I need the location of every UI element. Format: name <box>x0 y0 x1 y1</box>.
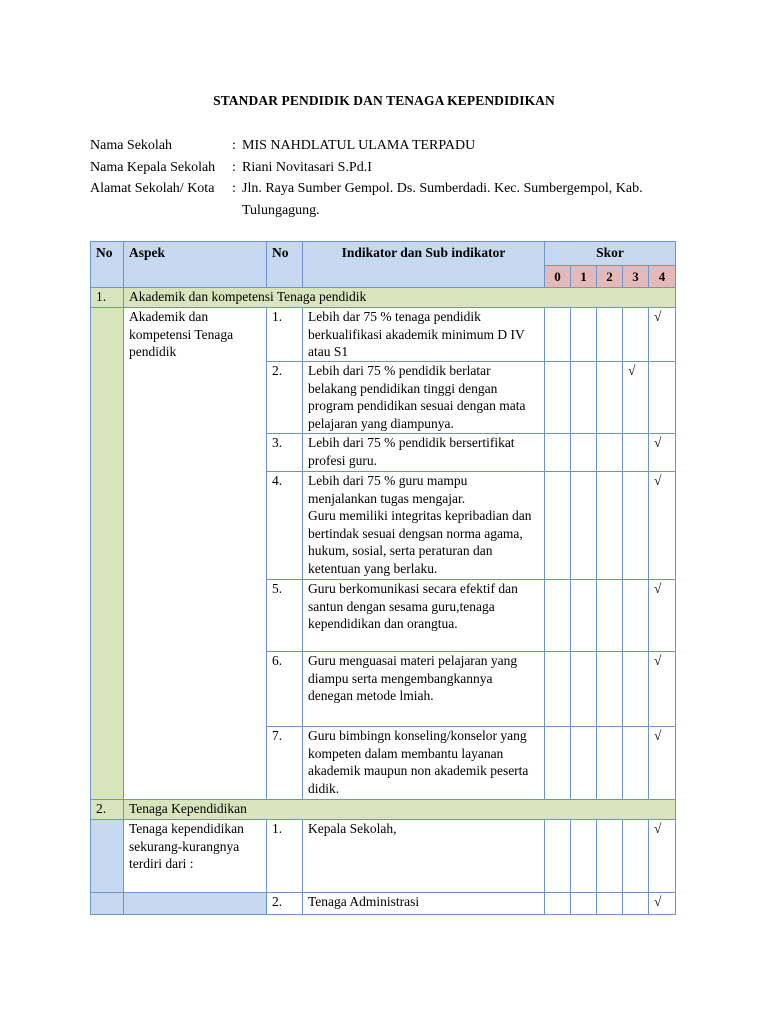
score-cell <box>571 820 597 893</box>
score-cell <box>623 472 649 580</box>
score-cell <box>623 820 649 893</box>
score-cell <box>545 434 571 472</box>
section-number-cell <box>91 308 124 800</box>
school-name-colon: : <box>232 138 236 153</box>
address-value: Jln. Raya Sumber Gempol. Ds. Sumberdadi. Kec. Sumbergempol, Kab. Tulungagung. <box>242 181 643 218</box>
header-indikator: Indikator dan Sub indikator <box>303 242 545 288</box>
aspect-cell: Tenaga kependidikan sekurang-kurangnya terdiri dari : <box>124 820 267 893</box>
score-cell <box>545 652 571 727</box>
headmaster-value: Riani Novitasari S.Pd.I <box>242 159 372 175</box>
section-row <box>91 288 676 308</box>
item-text-cell <box>303 472 545 580</box>
score-cell <box>623 893 649 915</box>
check-mark: √ <box>649 652 676 727</box>
address-colon: : <box>232 181 236 196</box>
check-mark: √ <box>649 893 676 915</box>
check-mark: √ <box>649 472 676 580</box>
score-cell <box>597 308 623 362</box>
aspect-cell: Akademik dan kompetensi Tenaga pendidik <box>124 308 267 800</box>
header-no: No <box>91 242 124 288</box>
score-cell <box>571 727 597 800</box>
headmaster-label: Nama Kepala Sekolah <box>90 159 216 175</box>
score-cell <box>623 308 649 362</box>
item-number: 6. <box>267 652 303 727</box>
headmaster-colon: : <box>232 159 236 175</box>
item-text: Guru menguasai materi pelajaran yang diampu serta mengembangkannya denegan metode lmiah. <box>303 652 545 727</box>
header-aspek: Aspek <box>124 242 267 288</box>
check-mark: √ <box>649 820 676 893</box>
item-text: Guru bimbingn konseling/konselor yang kompeten dalam membantu layanan akademik maupun non akademik peserta didik. <box>303 727 545 800</box>
item-number: 7. <box>267 727 303 800</box>
score-cell <box>623 434 649 472</box>
school-name-label: Nama Sekolah <box>90 138 173 153</box>
item-text: Lebih dar 75 % tenaga pendidik berkualifikasi akademik minimum D IV atau S1 <box>303 308 545 362</box>
check-mark: √ <box>649 434 676 472</box>
item-number: 1. <box>267 308 303 362</box>
score-cell <box>571 362 597 434</box>
score-cell <box>597 652 623 727</box>
item-text: Lebih dari 75 % guru mampu menjalankan tugas mengajar. <box>308 473 468 506</box>
skor-level-2: 2 <box>597 266 623 288</box>
header-skor: Skor <box>545 242 676 266</box>
score-cell <box>597 820 623 893</box>
section-title: Tenaga Kependidikan <box>124 800 676 820</box>
score-cell <box>545 727 571 800</box>
item-text-continued: Guru memiliki integritas kepribadian dan bertindak sesuai dengsan norma agama, hukum, sosial, serta peraturan dan ketentuan yang berlaku. <box>308 508 532 576</box>
item-text: Tenaga Administrasi <box>303 893 545 915</box>
item-number: 4. <box>267 472 303 580</box>
standards-table <box>90 241 676 915</box>
score-cell <box>545 308 571 362</box>
score-cell <box>545 580 571 652</box>
score-cell <box>649 362 676 434</box>
score-cell <box>597 893 623 915</box>
header-row <box>91 242 676 266</box>
school-info <box>90 135 682 221</box>
score-cell <box>623 652 649 727</box>
section-number-cell <box>91 820 124 893</box>
score-cell <box>597 434 623 472</box>
section-number: 1. <box>91 288 124 308</box>
score-cell <box>545 362 571 434</box>
table-row <box>91 893 676 915</box>
section-number: 2. <box>91 800 124 820</box>
score-cell <box>545 893 571 915</box>
skor-level-0: 0 <box>545 266 571 288</box>
aspect-cell <box>124 893 267 915</box>
section-number-cell <box>91 893 124 915</box>
score-cell <box>571 472 597 580</box>
score-cell <box>545 820 571 893</box>
headmaster-row <box>90 157 682 179</box>
item-text: Lebih dari 75 % pendidik berlatar belakang pendidikan tinggi dengan program pendidikan sesuai dengan mata pelajaran yang diampunya. <box>303 362 545 434</box>
section-title: Akademik dan kompetensi Tenaga pendidik <box>124 288 676 308</box>
score-cell <box>571 893 597 915</box>
score-cell <box>545 472 571 580</box>
score-cell <box>597 580 623 652</box>
item-number: 2. <box>267 893 303 915</box>
item-text: Lebih dari 75 % pendidik bersertifikat profesi guru. <box>303 434 545 472</box>
score-cell <box>571 308 597 362</box>
skor-level-1: 1 <box>571 266 597 288</box>
score-cell <box>597 472 623 580</box>
school-name-value: MIS NAHDLATUL ULAMA TERPADU <box>242 138 476 153</box>
item-number: 2. <box>267 362 303 434</box>
check-mark: √ <box>649 308 676 362</box>
check-mark: √ <box>623 362 649 434</box>
item-number: 1. <box>267 820 303 893</box>
check-mark: √ <box>649 580 676 652</box>
score-cell <box>623 727 649 800</box>
item-text: Guru berkomunikasi secara efektif dan santun dengan sesama guru,tenaga kependidikan dan orangtua. <box>303 580 545 652</box>
address-label: Alamat Sekolah/ Kota <box>90 181 215 196</box>
item-number: 5. <box>267 580 303 652</box>
score-cell <box>623 580 649 652</box>
score-cell <box>571 580 597 652</box>
item-number: 3. <box>267 434 303 472</box>
check-mark: √ <box>649 727 676 800</box>
header-no2: No <box>267 242 303 288</box>
skor-level-3: 3 <box>623 266 649 288</box>
score-cell <box>571 434 597 472</box>
skor-level-4: 4 <box>649 266 676 288</box>
score-cell <box>597 727 623 800</box>
table-row <box>91 308 676 362</box>
item-text: Kepala Sekolah, <box>303 820 545 893</box>
score-cell <box>597 362 623 434</box>
section-row <box>91 800 676 820</box>
address-row <box>90 178 682 221</box>
table-row <box>91 820 676 893</box>
document-title: STANDAR PENDIDIK DAN TENAGA KEPENDIDIKAN <box>213 93 555 108</box>
score-cell <box>571 652 597 727</box>
school-name-row <box>90 135 682 157</box>
